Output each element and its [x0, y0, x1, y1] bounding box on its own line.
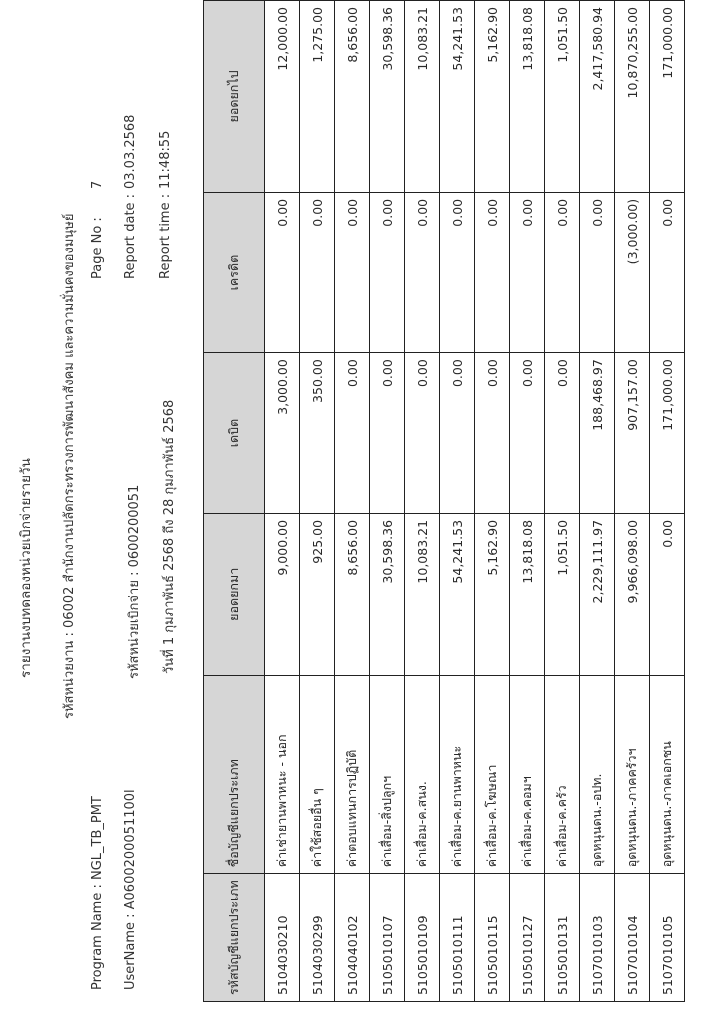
account-code-cell: 5105010107 [370, 874, 405, 1002]
account-code-cell: 5105010111 [440, 874, 475, 1002]
closing-balance-cell: 12,000.00 [265, 1, 300, 193]
debit-cell: 350.00 [300, 353, 335, 514]
account-code-cell: 5105010127 [510, 874, 545, 1002]
disbursing-unit: รหัสหน่วยเบิกจ่าย : 0600200051 [127, 484, 142, 679]
closing-balance-cell: 5,162.90 [475, 1, 510, 193]
account-code-cell: 5104030299 [300, 874, 335, 1002]
debit-cell: 0.00 [545, 353, 580, 514]
account-name-cell: ค่าเสื่อม-ค.สนง. [405, 675, 440, 874]
report-title: รายงานงบทดลองหน่วยเบิกจ่ายรายวัน [18, 458, 34, 678]
col-header-opening-balance: ยอดยกมา [204, 513, 265, 675]
account-name-cell: ค่าเสื่อม-ค.โฆษณา [475, 675, 510, 874]
opening-balance-cell: 925.00 [300, 513, 335, 675]
table-row [440, 1, 475, 1002]
table-row [545, 1, 580, 1002]
opening-balance-cell: 1,051.50 [545, 513, 580, 675]
col-header-account-code: รหัสบัญชีแยกประเภท [204, 874, 265, 1002]
report-period: วันที่ 1 กุมภาพันธ์ 2568 ถึง 28 กุมภาพันธ์ 2568 [162, 399, 177, 674]
table-row [615, 1, 650, 1002]
table-row [335, 1, 370, 1002]
credit-cell: 0.00 [370, 192, 405, 352]
account-name-cell: ค่าเช่ายานพาหนะ - นอก [265, 675, 300, 874]
account-code-cell: 5107010103 [580, 874, 615, 1002]
opening-balance-cell: 30,598.36 [370, 513, 405, 675]
credit-cell: 0.00 [650, 192, 685, 352]
report-time-label: Report time : [158, 193, 173, 279]
account-code-cell: 5105010109 [405, 874, 440, 1002]
user-name: UserName : A0600200051100l [123, 789, 138, 990]
closing-balance-cell: 1,275.00 [300, 1, 335, 193]
account-name-cell: อุดหนุนดน.-ภาคเอกชน [650, 675, 685, 874]
account-code-cell: 5105010115 [475, 874, 510, 1002]
opening-balance-cell: 9,966,098.00 [615, 513, 650, 675]
credit-cell: 0.00 [545, 192, 580, 352]
table-row [475, 1, 510, 1002]
closing-balance-cell: 171,000.00 [650, 1, 685, 193]
credit-cell: 0.00 [510, 192, 545, 352]
account-name-cell: ค่าเสื่อม-ค.ยานพาหนะ [440, 675, 475, 874]
program-name: Program Name : NGL_TB_PMT [90, 796, 105, 990]
account-name-cell: อุดหนุนดน.-ภาคครัวฯ [615, 675, 650, 874]
page-no-value: 7 [90, 180, 105, 189]
page-no-label: Page No : [90, 217, 105, 279]
opening-balance-cell: 10,083.21 [405, 513, 440, 675]
account-name-cell: ค่าใช้สอยอื่น ๆ [300, 675, 335, 874]
debit-cell: 0.00 [370, 353, 405, 514]
closing-balance-cell: 2,417,580.94 [580, 1, 615, 193]
closing-balance-cell: 54,241.53 [440, 1, 475, 193]
opening-balance-cell: 54,241.53 [440, 513, 475, 675]
closing-balance-cell: 8,656.00 [335, 1, 370, 193]
account-name-cell: ค่าเสื่อม-ค.คอมฯ [510, 675, 545, 874]
credit-cell: 0.00 [265, 192, 300, 352]
account-name-cell: อุดหนุนดน.-อปท. [580, 675, 615, 874]
trial-balance-table [203, 0, 685, 1002]
credit-cell: 0.00 [475, 192, 510, 352]
report-date-value: 03.03.2568 [123, 114, 138, 189]
account-code-cell: 5104040102 [335, 874, 370, 1002]
debit-cell: 3,000.00 [265, 353, 300, 514]
table-row [510, 1, 545, 1002]
debit-cell: 0.00 [335, 353, 370, 514]
table-header-row [204, 1, 265, 1002]
opening-balance-cell: 5,162.90 [475, 513, 510, 675]
debit-cell: 0.00 [475, 353, 510, 514]
debit-cell: 171,000.00 [650, 353, 685, 514]
table-row [580, 1, 615, 1002]
col-header-credit: เครดิต [204, 192, 265, 352]
opening-balance-cell: 9,000.00 [265, 513, 300, 675]
table-row [300, 1, 335, 1002]
debit-cell: 188,468.97 [580, 353, 615, 514]
table-row [370, 1, 405, 1002]
credit-cell: 0.00 [405, 192, 440, 352]
opening-balance-cell: 2,229,111.97 [580, 513, 615, 675]
report-time-value: 11:48:55 [158, 130, 173, 189]
agency-code: รหัสหน่วยงาน : 06002 สำนักงานปลัดกระทรวงการพัฒนาสังคม และความมั่นคงของมนุษย์ [62, 213, 77, 719]
opening-balance-cell: 8,656.00 [335, 513, 370, 675]
credit-cell: 0.00 [580, 192, 615, 352]
account-code-cell: 5107010105 [650, 874, 685, 1002]
account-code-cell: 5105010131 [545, 874, 580, 1002]
opening-balance-cell: 13,818.08 [510, 513, 545, 675]
debit-cell: 907,157.00 [615, 353, 650, 514]
closing-balance-cell: 13,818.08 [510, 1, 545, 193]
table-row [650, 1, 685, 1002]
credit-cell: 0.00 [300, 192, 335, 352]
credit-cell: (3,000.00) [615, 192, 650, 352]
closing-balance-cell: 1,051.50 [545, 1, 580, 193]
table-row [265, 1, 300, 1002]
closing-balance-cell: 30,598.36 [370, 1, 405, 193]
debit-cell: 0.00 [440, 353, 475, 514]
closing-balance-cell: 10,870,255.00 [615, 1, 650, 193]
account-name-cell: ค่าเสื่อม-สิ่งปลูกฯ [370, 675, 405, 874]
account-code-cell: 5107010104 [615, 874, 650, 1002]
table-body [265, 1, 685, 1002]
table-row [405, 1, 440, 1002]
credit-cell: 0.00 [335, 192, 370, 352]
report-date-label: Report date : [123, 193, 138, 279]
credit-cell: 0.00 [440, 192, 475, 352]
account-code-cell: 5104030210 [265, 874, 300, 1002]
debit-cell: 0.00 [405, 353, 440, 514]
col-header-debit: เดบิต [204, 353, 265, 514]
col-header-account-name: ชื่อบัญชีแยกประเภท [204, 675, 265, 874]
account-name-cell: ค่าตอบแทนการปฏิบัติ [335, 675, 370, 874]
closing-balance-cell: 10,083.21 [405, 1, 440, 193]
col-header-closing-balance: ยอดยกไป [204, 1, 265, 193]
account-name-cell: ค่าเสื่อม-ค.ครัว [545, 675, 580, 874]
opening-balance-cell: 0.00 [650, 513, 685, 675]
debit-cell: 0.00 [510, 353, 545, 514]
